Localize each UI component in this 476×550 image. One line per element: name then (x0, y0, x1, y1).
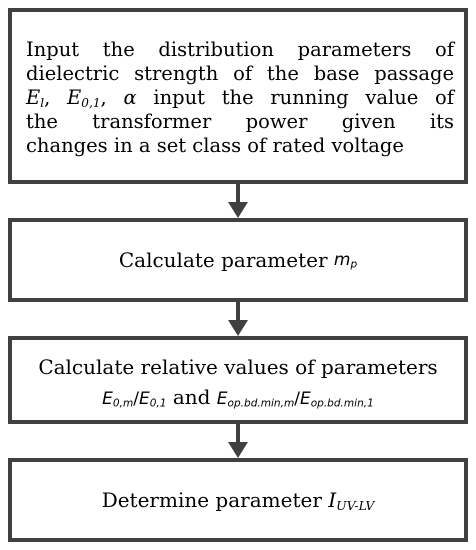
step3-formula: $E_{0,m}/E_{0,1}$ and $E_{op.bd.min,m}/E_{op.bd.min,1}$ (102, 385, 374, 410)
step-calculate-mp (8, 218, 468, 302)
step1-line-2: dielectric strength of the base passage (26, 62, 454, 85)
step3-text: Calculate relative values of parameters (38, 355, 438, 379)
symbol-e-l: $E_l$ (26, 86, 45, 111)
step-calculate-relative-values (8, 336, 468, 424)
step1-line-3: $E_l$, $E_{0,1}$, α input the running value of (26, 86, 454, 111)
step1-line-1: Input the distribution parameters of (26, 38, 454, 61)
symbol-mp: $m_p$ (333, 250, 358, 271)
arrow-3-head (228, 442, 248, 458)
step1-line-4: the transformer power given its (26, 110, 454, 133)
step-input-parameters (8, 8, 468, 184)
arrow-1-head (228, 202, 248, 218)
arrow-2-head (228, 320, 248, 336)
symbol-i-uv-lv: $I_{UV-LV}$ (328, 488, 375, 514)
step2-text: Calculate parameter (118, 248, 328, 272)
step-determine-parameter (8, 458, 468, 542)
symbol-e-01: $E_{0,1}$ (67, 86, 101, 111)
step4-text: Determine parameter (101, 488, 322, 512)
symbol-alpha: α (123, 86, 137, 109)
step1-line-5: changes in a set class of rated voltage (26, 134, 404, 157)
